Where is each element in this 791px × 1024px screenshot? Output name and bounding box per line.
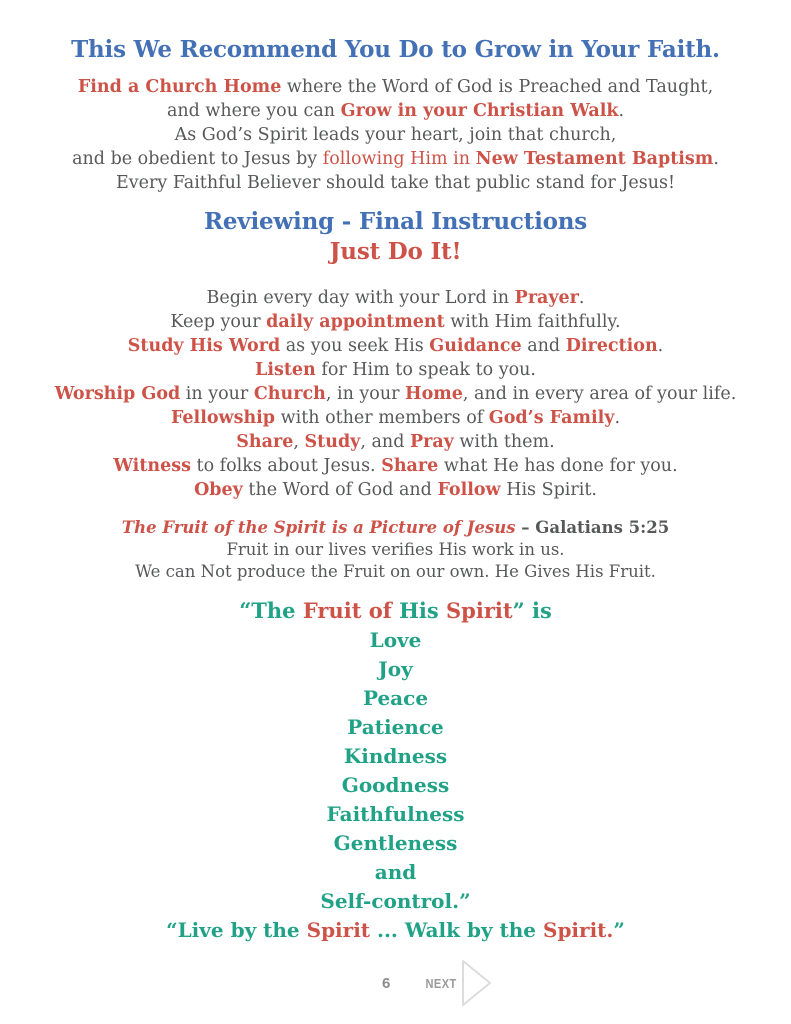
next-button[interactable] xyxy=(420,958,493,1008)
galatians-reference-line: The Fruit of the Spirit is a Picture of Jesus – Galatians 5:25 xyxy=(121,518,670,538)
text-line: Fruit in our lives verifies His work in us. xyxy=(226,540,565,560)
fruit-list-item: Patience xyxy=(347,715,444,740)
fruit-list-item: Self-control.” xyxy=(320,889,471,914)
closing-verse-line: “Live by the Spirit ... Walk by the Spirit.” xyxy=(166,918,625,943)
fruit-list-item: Faithfulness xyxy=(326,802,465,827)
fruit-of-spirit-heading: “The Fruit of His Spirit” is xyxy=(239,598,552,624)
text-line: Keep your daily appointment with Him faithfully. xyxy=(170,312,621,333)
text-line: Fellowship with other members of God’s Family. xyxy=(170,408,621,429)
page-title: This We Recommend You Do to Grow in Your Faith. xyxy=(71,36,720,63)
text-line: Every Faithful Believer should take that public stand for Jesus! xyxy=(115,173,675,193)
text-line: We can Not produce the Fruit on our own. He Gives His Fruit. xyxy=(135,562,656,582)
text-line: Find a Church Home where the Word of God is Preached and Taught, xyxy=(77,77,714,97)
reviewing-heading-line1: Reviewing - Final Instructions xyxy=(203,208,588,235)
page-footer xyxy=(42,958,791,1008)
next-button-label: NEXT xyxy=(425,975,457,991)
next-arrow-icon[interactable] xyxy=(461,958,493,1008)
text-line: Study His Word as you seek His Guidance and Direction. xyxy=(127,336,664,357)
fruit-intro-paragraph xyxy=(0,517,791,583)
text-line: Share, Study, and Pray with them. xyxy=(236,432,555,453)
fruit-list-item: Love xyxy=(369,628,422,653)
text-line: As God’s Spirit leads your heart, join that church, xyxy=(174,125,617,145)
fruit-list-item: Peace xyxy=(362,686,429,711)
page-number: 6 xyxy=(381,974,391,992)
text-line: Begin every day with your Lord in Prayer. xyxy=(206,288,585,309)
text-line: Witness to folks about Jesus. Share what He has done for you. xyxy=(113,456,678,477)
text-line: Listen for Him to speak to you. xyxy=(255,360,536,381)
reviewing-heading-line2: Just Do It! xyxy=(329,238,462,265)
text-line: Obey the Word of God and Follow His Spirit. xyxy=(194,480,597,501)
fruit-list-item: Gentleness xyxy=(333,831,458,856)
fruit-list-item: and xyxy=(374,860,417,885)
fruit-list xyxy=(0,626,791,916)
text-line: and be obedient to Jesus by following Him in New Testament Baptism. xyxy=(72,149,719,169)
text-line: and where you can Grow in your Christian Walk. xyxy=(166,101,625,121)
text-line: Worship God in your Church, in your Home, and in every area of your life. xyxy=(54,384,737,405)
reviewing-heading xyxy=(0,207,791,267)
fruit-list-item: Goodness xyxy=(341,773,450,798)
instructions-paragraph xyxy=(0,286,791,502)
fruit-list-item: Kindness xyxy=(343,744,448,769)
fruit-list-item: Joy xyxy=(378,657,413,682)
intro-paragraph xyxy=(0,75,791,195)
